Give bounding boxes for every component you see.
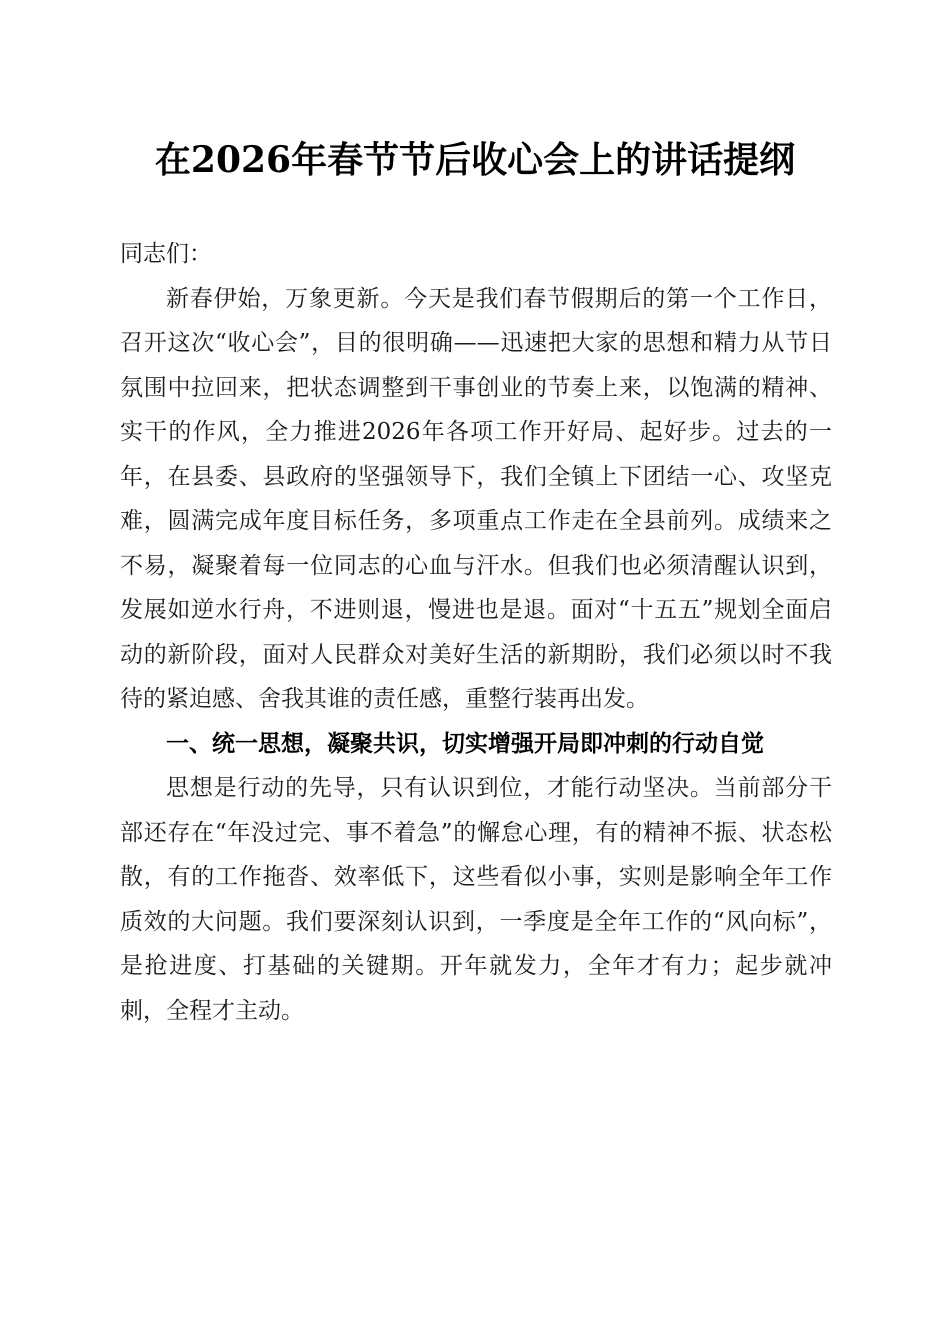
- salutation: 同志们：: [120, 241, 212, 267]
- intro-paragraph: 新春伊始，万象更新。今天是我们春节假期后的第一个工作日，召开这次“收心会”，目的很明确——迅速把大家的思想和精力从节日氛围中拉回来，把状态调整到干事创业的节奏上来，以饱满的精神、实干的作风，全力推进2026年各项工作开好局、起好步。过去的一年，在县委、县政府的坚强领导下，我们全镇上下团结一心、攻坚克难，圆满完成年度目标任务，多项重点工作走在全县前列。成绩来之不易，凝聚着每一位同志的心血与汗水。但我们也必须清醒认识到，发展如逆水行舟，不进则退，慢进也是退。面对“十五五”规划全面启动的新阶段，面对人民群众对美好生活的新期盼，我们必须以时不我待的紧迫感、舍我其谁的责任感，重整行装再出发。: [120, 285, 832, 712]
- document-title: 在2026年春节节后收心会上的讲话提纲: [154, 139, 796, 181]
- section-heading-1: 一、统一思想，凝聚共识，切实增强开局即冲刺的行动自觉: [166, 730, 764, 757]
- section-paragraph-1: 思想是行动的先导，只有认识到位，才能行动坚决。当前部分干部还存在“年没过完、事不着急”的懈怠心理，有的精神不振、状态松散，有的工作拖沓、效率低下，这些看似小事，实则是影响全年工作质效的大问题。我们要深刻认识到，一季度是全年工作的“风向标”，是抢进度、打基础的关键期。开年就发力，全年才有力；起步就冲刺，全程才主动。: [120, 775, 832, 1024]
- document-body: [120, 232, 832, 1033]
